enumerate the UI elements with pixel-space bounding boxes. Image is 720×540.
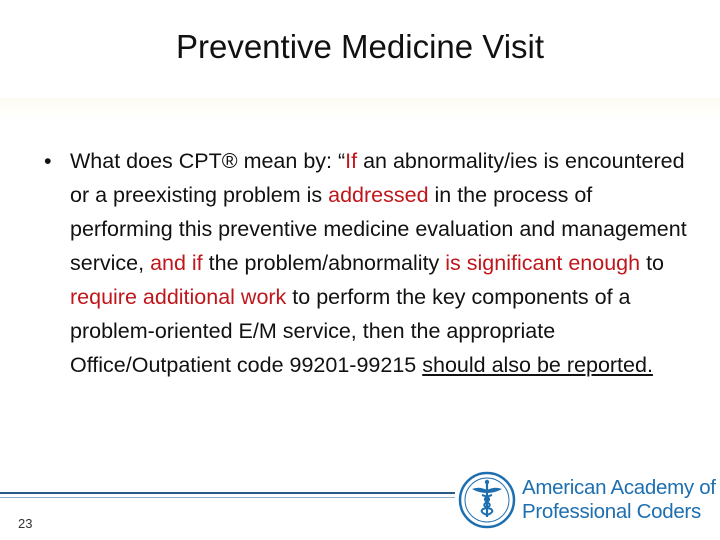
title-band <box>0 98 720 120</box>
segment-highlight: is significant enough <box>445 251 641 275</box>
segment-underlined: should also be reported. <box>422 353 653 377</box>
slide-title: Preventive Medicine Visit <box>175 28 545 65</box>
footer-divider-light <box>0 497 455 498</box>
segment-normal: an abnormality/ies is encountered or a preexisting problem is <box>70 149 685 207</box>
slide-body <box>44 144 694 382</box>
segment-normal: to <box>640 251 664 275</box>
segment-normal: What does CPT® mean by: “ <box>70 149 346 173</box>
caduceus-seal-icon <box>458 471 516 529</box>
segment-highlight: addressed <box>328 183 429 207</box>
segment-normal: the problem/abnormality <box>202 251 446 275</box>
bullet-item <box>44 144 694 382</box>
logo-line-2: Professional Coders <box>522 500 701 523</box>
segment-highlight: require additional work <box>70 285 287 309</box>
segment-normal: in the process of performing this preventive medicine evaluation and management service, <box>70 183 687 275</box>
segment-highlight: and if <box>150 251 203 275</box>
page-number: 23 <box>18 516 33 531</box>
logo-wordmark <box>522 476 716 524</box>
logo-line-1: American Academy of <box>522 476 716 499</box>
segment-normal: to perform the key components of a problem-oriented E/M service, then the appropriate Office/Outpatient code 99201-99215 <box>70 285 631 377</box>
bullet-marker: • <box>44 149 52 173</box>
footer-divider <box>0 492 455 494</box>
bullet-text <box>70 144 694 382</box>
aapc-logo <box>458 468 716 532</box>
segment-highlight: If <box>345 149 358 173</box>
